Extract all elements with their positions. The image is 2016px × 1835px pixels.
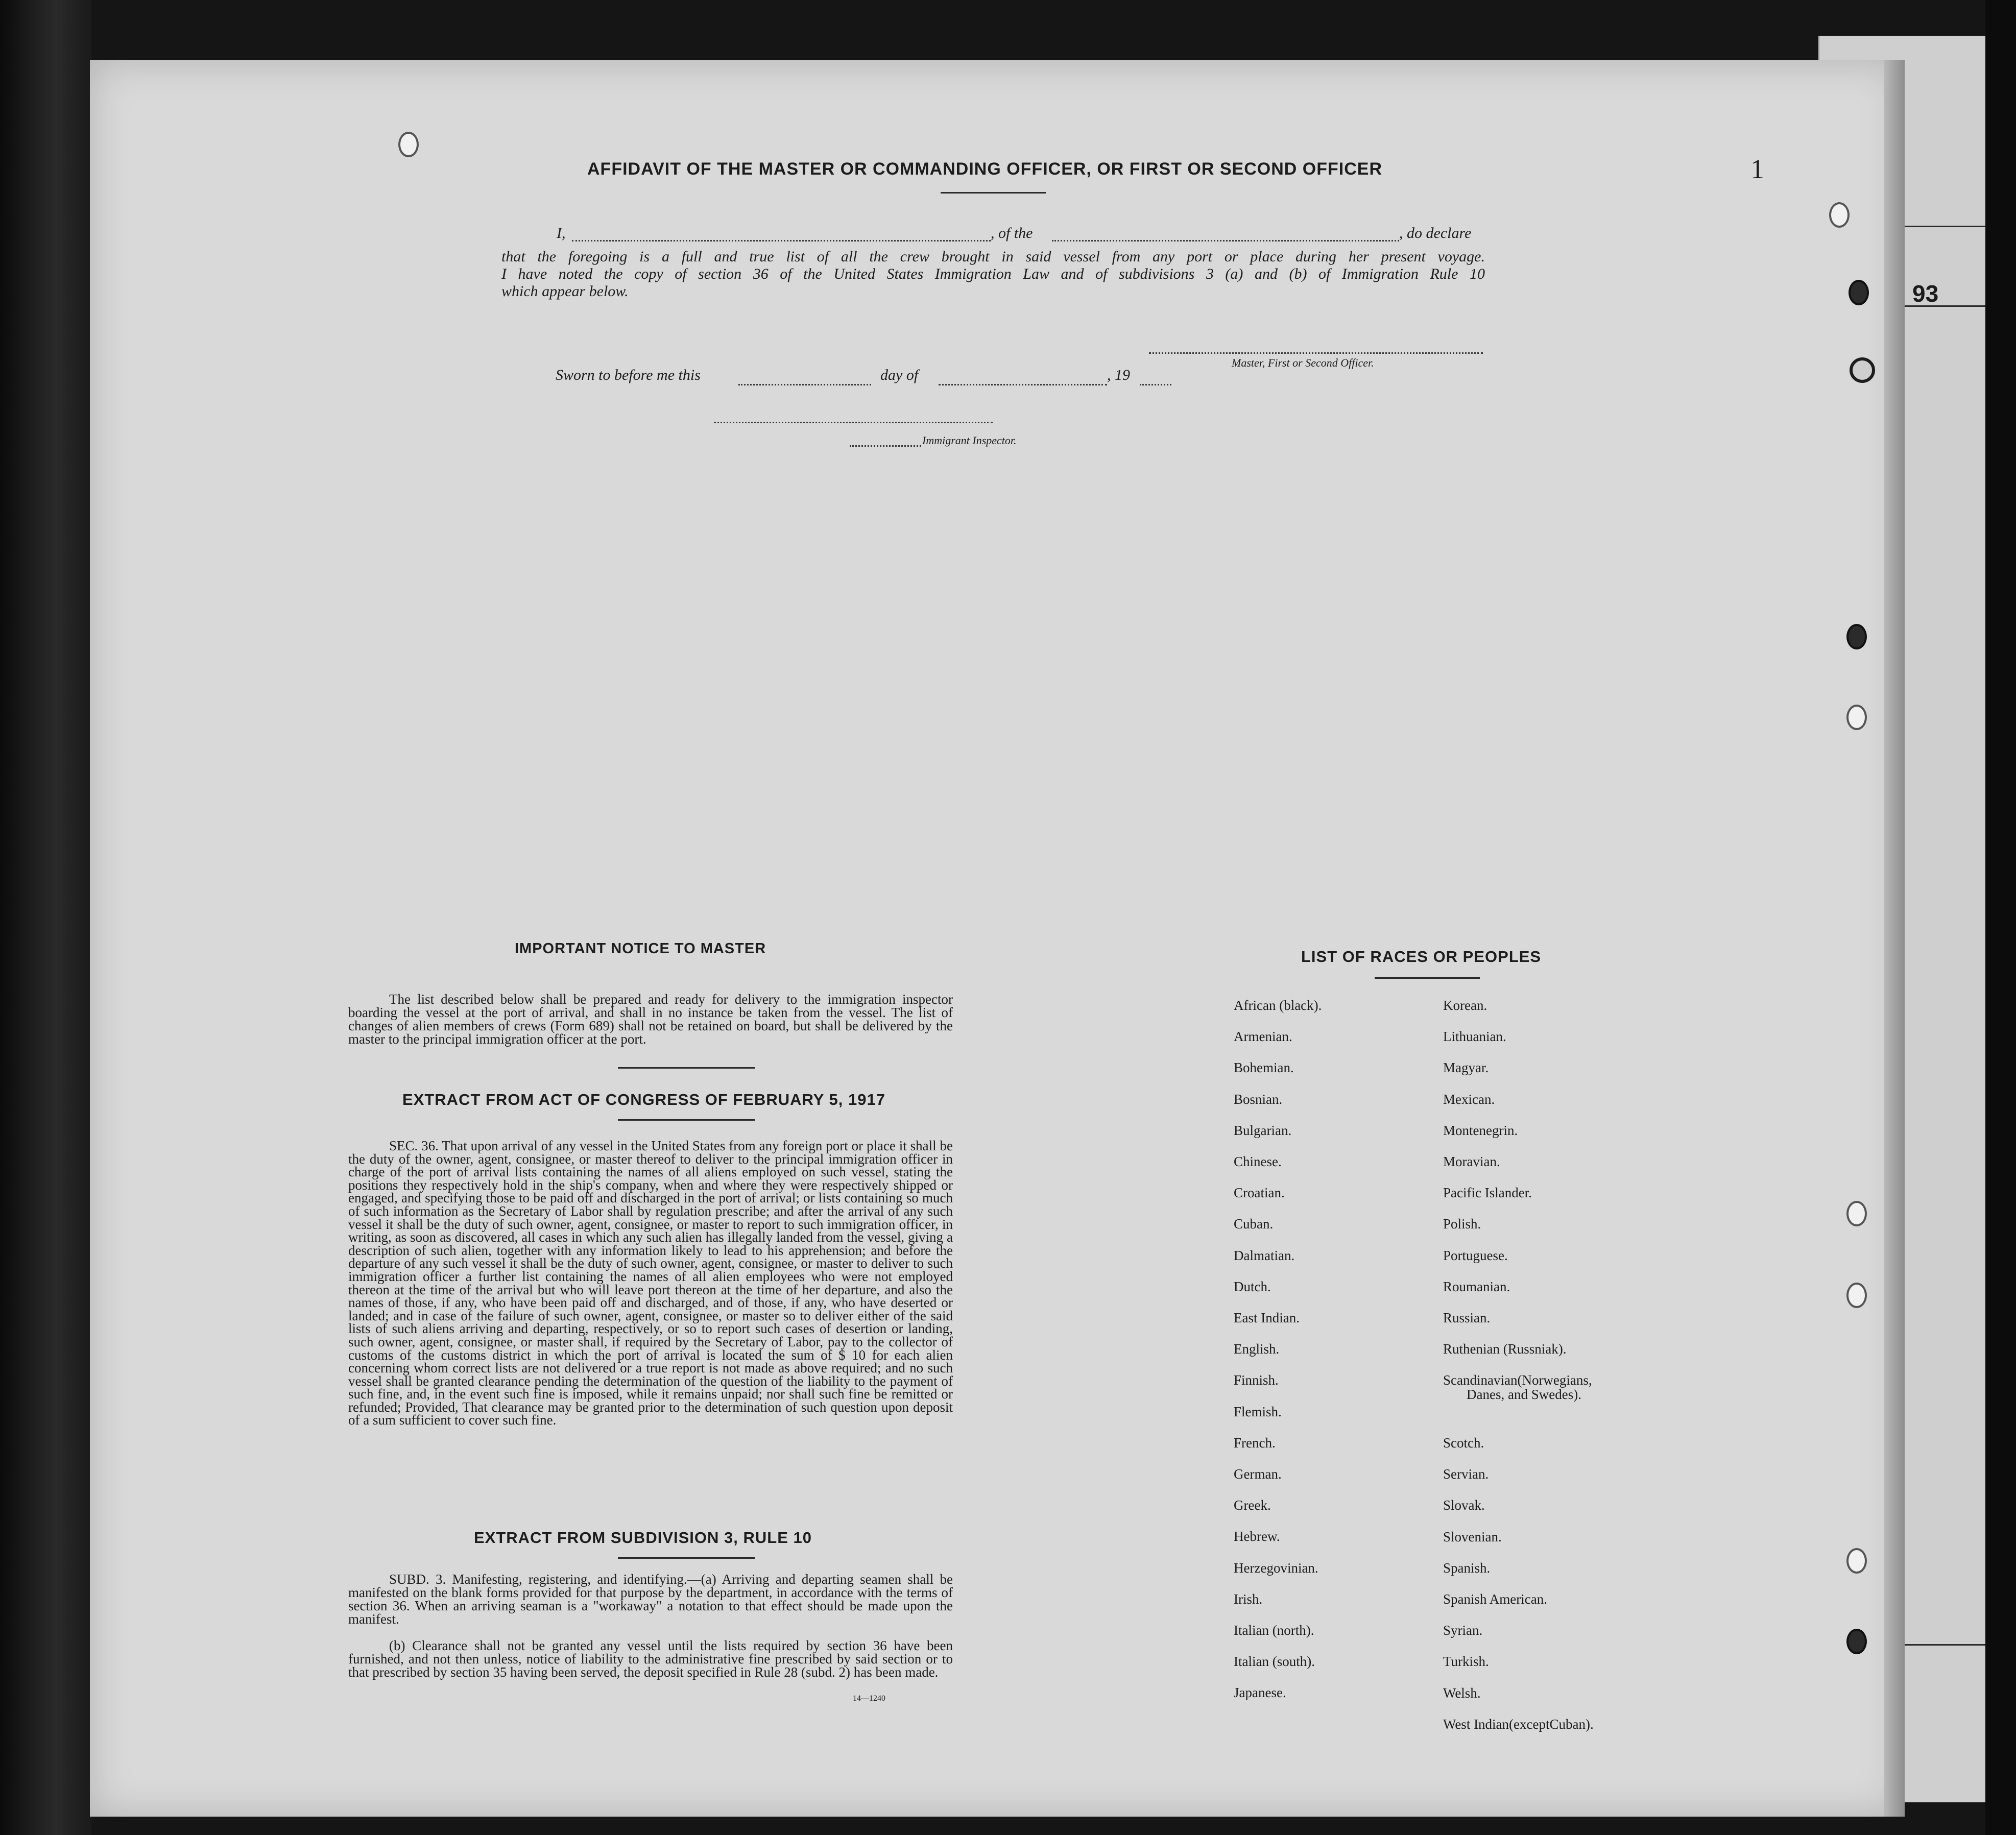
race-item: Chinese.	[1234, 1154, 1282, 1169]
race-item: Greek.	[1234, 1498, 1271, 1513]
race-item: Danes, and Swedes).	[1467, 1386, 1581, 1402]
form-code: 14—1240	[853, 1694, 885, 1703]
act-section-36-text: SEC. 36. That upon arrival of any vessel in the United States from any foreign port or place it shall be the duty of the owner, agent, consignee, or master thereof to deliver to the principal immigration officer in charge of the port of arrival lists containing the names of all aliens employed on such vessel, stating the positions they respectively hold in the ship's company, when and where they were respectively shipped or engaged, and specifying those to be paid off and discharged in the port of arrival; or lists containing so much of such information as the Secretary of Labor shall by regulation prescribe; and after the arrival of any such vessel it shall be the duty of such owner, agent, consignee, or master to report to such immigration officer, in writing, as soon as discovered, all cases in which any such alien has illegally landed from the vessel, giving a description of such alien, together with any information likely to lead to his apprehension; and before the departure of any such vessel it shall be the duty of such owner, agent, consignee, or master to deliver to such immigration officer a further list containing the names of all alien employees who were not employed thereon at the time of the arrival but who will leave port thereon at the time of her departure, and also the names of those, if any, who have been paid off and discharged, and of those, if any, who have deserted or landed; and in case of the failure of such owner, agent, consignee, or master so to deliver either of the said lists of such aliens arriving and departing, respectively, or so to report such cases of desertion or landing, such owner, agent, consignee, or master shall, if required by the Secretary of Labor, pay to the collector of customs of the customs district in which the port of arrival is located the sum of $ 10 for each alien concerning whom correct lists are not delivered or a true report is not made as above required; and no such vessel shall be granted clearance pending the determination of the question of the liability to the payment of such fine, and, in the event such fine is imposed, while it remains unpaid; nor shall such fine be remitted or refunded; Provided, That clearance may be granted prior to the determination of such question upon deposit of a sum sufficient to cover such fine.	[348, 1138, 953, 1428]
race-item: Italian (south).	[1234, 1654, 1315, 1670]
binder-ring	[1850, 357, 1875, 383]
race-item: Dalmatian.	[1234, 1247, 1295, 1263]
race-item: Syrian.	[1443, 1623, 1483, 1638]
affidavit-line: I have noted the copy of section 36 of the United States Immigration Law and of subdivisions 3 (a) and (b) of Immigration Rule 10	[501, 265, 1485, 282]
races-title: LIST OF RACES OR PEOPLES	[1301, 948, 1542, 965]
race-item: Herzegovinian.	[1234, 1560, 1318, 1576]
binder-ring-hole	[1849, 280, 1869, 305]
act-title: EXTRACT FROM ACT OF CONGRESS OF FEBRUARY 5, 1917	[402, 1091, 885, 1108]
race-item: Bohemian.	[1234, 1060, 1294, 1076]
race-item: Slovak.	[1443, 1498, 1485, 1513]
race-item: Italian (north).	[1234, 1623, 1314, 1638]
punch-hole	[1829, 202, 1850, 228]
race-item: Welsh.	[1443, 1685, 1481, 1701]
race-item: Roumanian.	[1443, 1278, 1510, 1294]
race-item: Ruthenian (Russniak).	[1443, 1341, 1567, 1357]
scan-border-left	[0, 0, 92, 1835]
punch-hole	[398, 132, 419, 157]
race-item: Finnish.	[1234, 1372, 1279, 1388]
year-label: , 19	[1107, 367, 1130, 383]
race-item: Lithuanian.	[1443, 1029, 1506, 1045]
race-item: Cuban.	[1234, 1216, 1274, 1232]
affidavit-statement	[501, 248, 1485, 300]
sworn-year-field[interactable]	[1140, 384, 1171, 385]
race-item: Hebrew.	[1234, 1529, 1280, 1544]
race-item: Servian.	[1443, 1466, 1489, 1482]
section-rule	[618, 1119, 755, 1121]
vessel-name-field[interactable]	[1052, 240, 1399, 242]
punch-hole	[1846, 1548, 1867, 1574]
race-item: Scotch.	[1443, 1435, 1484, 1451]
race-item: Irish.	[1234, 1591, 1263, 1607]
race-item: Magyar.	[1443, 1060, 1489, 1076]
affiant-label: I,	[557, 225, 566, 242]
race-item: Moravian.	[1443, 1154, 1500, 1169]
race-item: Scandinavian(Norwegians,	[1443, 1372, 1592, 1388]
race-item: African (black).	[1234, 998, 1322, 1013]
rule-paragraph-b: (b) Clearance shall not be granted any vessel until the lists required by section 36 have been furnished, and not then unless, notice of liability to the administrative fine prescribed by said section or to that prescribed by section 35 having been served, the deposit specified in Rule 28 (subd. 2) has been made.	[348, 1638, 953, 1680]
binder-ring-hole	[1846, 624, 1867, 649]
page-number: 1	[1750, 154, 1764, 184]
race-item: East Indian.	[1234, 1310, 1300, 1325]
sworn-label: Sworn to before me this	[556, 367, 701, 383]
race-item: Flemish.	[1234, 1404, 1282, 1419]
declare-label: , do declare	[1399, 225, 1472, 242]
race-item: Spanish American.	[1443, 1591, 1547, 1607]
punch-hole	[1846, 1283, 1867, 1308]
race-item: Portuguese.	[1443, 1247, 1508, 1263]
race-item: Turkish.	[1443, 1654, 1489, 1670]
rule-paragraph-a: SUBD. 3. Manifesting, registering, and identifying.—(a) Arriving and departing seamen shall be manifested on the blank forms provided for that purpose by the department, in accordance with the terms of section 36. When an arriving seaman is a "workaway" a notation to that effect should be made upon the manifest.	[348, 1572, 953, 1627]
punch-hole	[1846, 705, 1867, 730]
notice-title: IMPORTANT NOTICE TO MASTER	[515, 940, 766, 957]
race-item: Polish.	[1443, 1216, 1481, 1232]
sworn-day-field[interactable]	[738, 384, 871, 385]
race-item: Dutch.	[1234, 1278, 1271, 1294]
race-item: French.	[1234, 1435, 1276, 1451]
race-item: West Indian(exceptCuban).	[1443, 1716, 1594, 1732]
punch-hole	[1846, 1201, 1867, 1226]
title-rule	[941, 192, 1046, 194]
inspector-label: Immigrant Inspector.	[922, 434, 1017, 447]
affidavit-title: AFFIDAVIT OF THE MASTER OR COMMANDING OFFICER, OR FIRST OR SECOND OFFICER	[587, 159, 1382, 179]
race-item: Bulgarian.	[1234, 1122, 1292, 1138]
race-item: Montenegrin.	[1443, 1122, 1518, 1138]
inspector-dotted-lead	[850, 445, 921, 447]
race-item: Mexican.	[1443, 1091, 1495, 1107]
inspector-signature-field[interactable]	[714, 422, 993, 423]
races-title-rule	[1375, 977, 1480, 979]
race-item: Bosnian.	[1234, 1091, 1283, 1107]
race-item: Pacific Islander.	[1443, 1185, 1532, 1201]
vessel-label: , of the	[991, 225, 1033, 242]
race-item: English.	[1234, 1341, 1280, 1357]
master-signature-field[interactable]	[1149, 352, 1483, 354]
affidavit-line: which appear below.	[501, 283, 629, 300]
affiant-name-field[interactable]	[572, 240, 991, 242]
scan-border-right	[1985, 0, 2016, 1835]
master-signature-label: Master, First or Second Officer.	[1232, 356, 1374, 369]
sheet-edge-shadow	[1884, 60, 1905, 1817]
affidavit-line: that the foregoing is a full and true list of all the crew brought in said vessel from any port or place during her present voyage.	[501, 248, 1485, 265]
rule-title: EXTRACT FROM SUBDIVISION 3, RULE 10	[474, 1529, 812, 1547]
race-item: Croatian.	[1234, 1185, 1285, 1201]
section-rule	[618, 1557, 755, 1559]
race-item: Armenian.	[1234, 1029, 1292, 1045]
document-sheet	[90, 60, 1902, 1817]
edge-page-number: 93	[1912, 280, 1939, 307]
race-item: Slovenian.	[1443, 1529, 1502, 1544]
section-rule	[618, 1067, 755, 1069]
race-item: German.	[1234, 1466, 1282, 1482]
binder-ring-hole	[1846, 1629, 1867, 1654]
notice-text: The list described below shall be prepared and ready for delivery to the immigration inspector boarding the vessel at the port of arrival, and shall in no instance be taken from the vessel. The list of changes of alien members of crews (Form 689) shall not be retained on board, but shall be delivered by the master to the principal immigration officer at the port.	[348, 992, 953, 1047]
race-item: Korean.	[1443, 998, 1487, 1013]
day-of-label: day of	[880, 367, 919, 383]
race-item: Spanish.	[1443, 1560, 1491, 1576]
race-item: Russian.	[1443, 1310, 1491, 1325]
race-item: Japanese.	[1234, 1685, 1286, 1701]
sworn-month-field[interactable]	[939, 384, 1107, 385]
